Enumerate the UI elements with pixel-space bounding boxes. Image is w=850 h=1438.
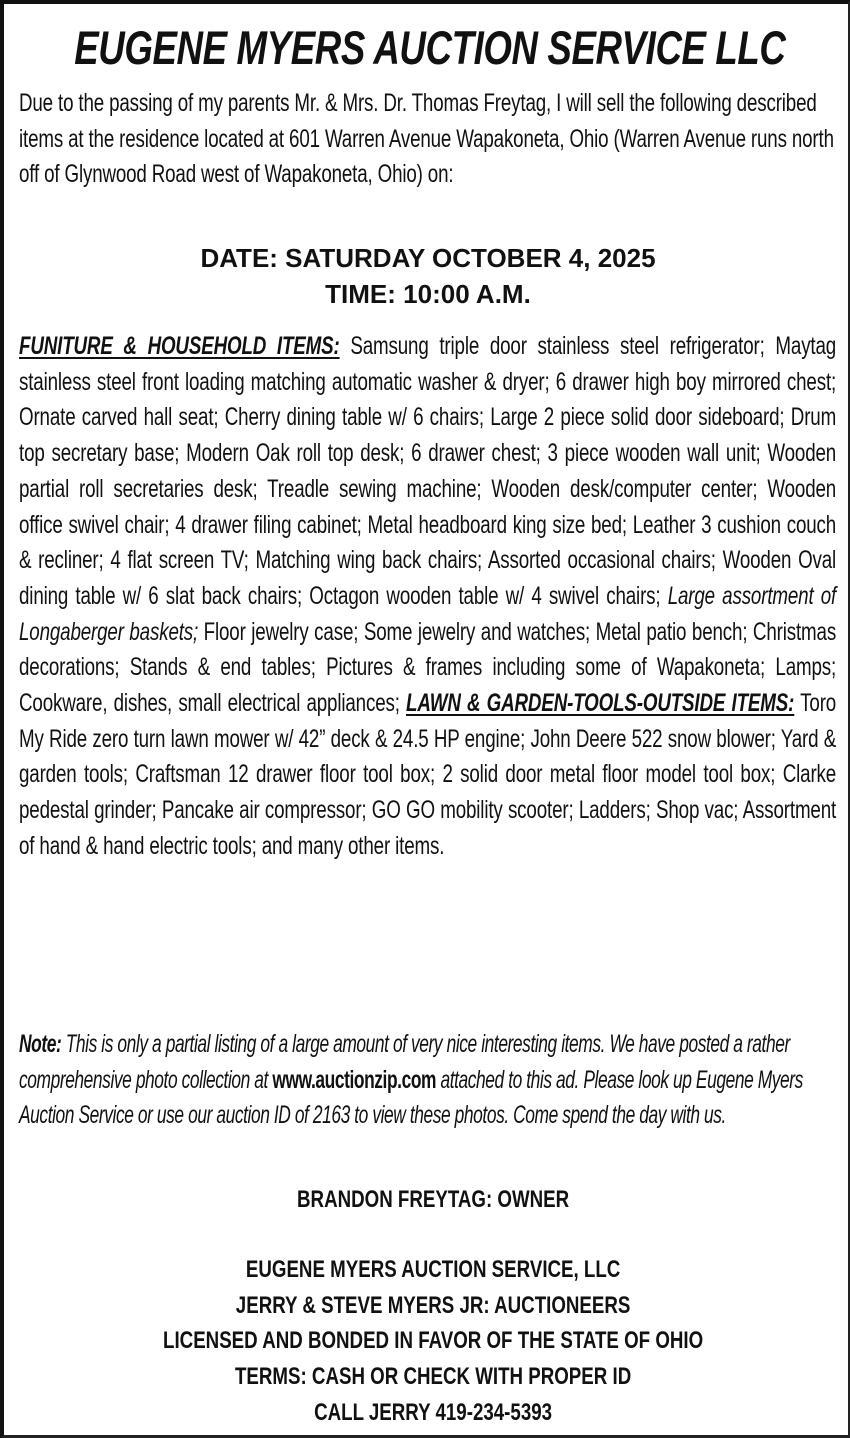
lawn-garden-heading: LAWN & GARDEN-TOOLS-OUTSIDE ITEMS:: [406, 689, 795, 718]
note-paragraph: [19, 1027, 839, 1134]
date-time-block: [19, 240, 837, 312]
intro-paragraph: Due to the passing of my parents Mr. & Mrs. Dr. Thomas Freytag, I will sell the following described items at the residence located at 601 Warren Avenue Wapakoneta, Ohio (Warren Avenue runs north off of Glynwood Road west of Wapakoneta, Ohio) on:: [19, 89, 834, 189]
note-label: Note:: [19, 1030, 62, 1058]
footer-terms: TERMS: CASH OR CHECK WITH PROPER ID: [234, 1363, 632, 1391]
furniture-heading: FUNITURE & HOUSEHOLD ITEMS:: [19, 332, 340, 360]
footer-phone[interactable]: CALL JERRY 419-234-5393: [314, 1398, 553, 1426]
footer-auctioneers: JERRY & STEVE MYERS JR: AUCTIONEERS: [235, 1291, 631, 1319]
footer-company: EUGENE MYERS AUCTION SERVICE, LLC: [245, 1256, 621, 1283]
item-listing: [19, 329, 836, 865]
note-text: This is only a partial listing of a large amount of very nice interesting items. We have posted a rather comprehensive photo collection at: [19, 1030, 790, 1094]
ad-title: EUGENE MYERS AUCTION SERVICE LLC: [74, 21, 786, 74]
furniture-items-continued: Floor jewelry case; Some jewelry and watches; Metal patio bench; Christmas decorations; Stands & end tables; Pictures & frames including some of Wapakoneta; Lamps; Cookware, dishes, small electrical appliances;: [19, 617, 837, 718]
owner-name: BRANDON FREYTAG: OWNER: [297, 1186, 570, 1213]
auction-date: DATE: SATURDAY OCTOBER 4, 2025: [200, 243, 656, 273]
footer-block: [8, 1252, 850, 1431]
furniture-items: Samsung triple door stainless steel refrigerator; Maytag stainless steel front loading matching automatic washer & dryer; 6 drawer high boy mirrored chest; Ornate carved hall seat; Cherry dining table w/ 6 chairs; Large 2 piece solid door sideboard; Drum top secretary base; Modern Oak roll top desk; 6 drawer chest; 3 piece wooden wall unit; Wooden partial roll secretaries desk; Treadle sewing machine; Wooden desk/computer center; Wooden office swivel chair; 4 drawer filing cabinet; Metal headboard king size bed; Leather 3 cushion couch & recliner; 4 flat screen TV; Matching wing back chairs; Assorted occasional chairs; Wooden Oval dining table w/ 6 slat back chairs; Octagon wooden table w/ 4 swivel chairs;: [19, 332, 837, 610]
website-link[interactable]: www.auctionzip.com: [272, 1065, 437, 1094]
note-text-continued: attached to this ad. Please look up Eugene Myers Auction Service or use our auction ID of 2163 to view these photos. Come spend the day with us.: [19, 1065, 803, 1130]
longaberger-items: Large assortment of Longaberger baskets;: [19, 581, 837, 646]
footer-license: LICENSED AND BONDED IN FAVOR OF THE STATE OF OHIO: [163, 1327, 704, 1355]
auction-time: TIME: 10:00 A.M.: [325, 279, 531, 309]
lawn-garden-items: Toro My Ride zero turn lawn mower w/ 42” deck & 24.5 HP engine; John Deere 522 snow blower; Yard & garden tools; Craftsman 12 drawer floor tool box; 2 solid door metal floor model tool box; Clarke pedestal grinder; Pancake air compressor; GO GO mobility scooter; Ladders; Shop vac; Assortment of hand & hand electric tools; and many other items.: [19, 689, 837, 860]
owner-line: [8, 1182, 850, 1218]
